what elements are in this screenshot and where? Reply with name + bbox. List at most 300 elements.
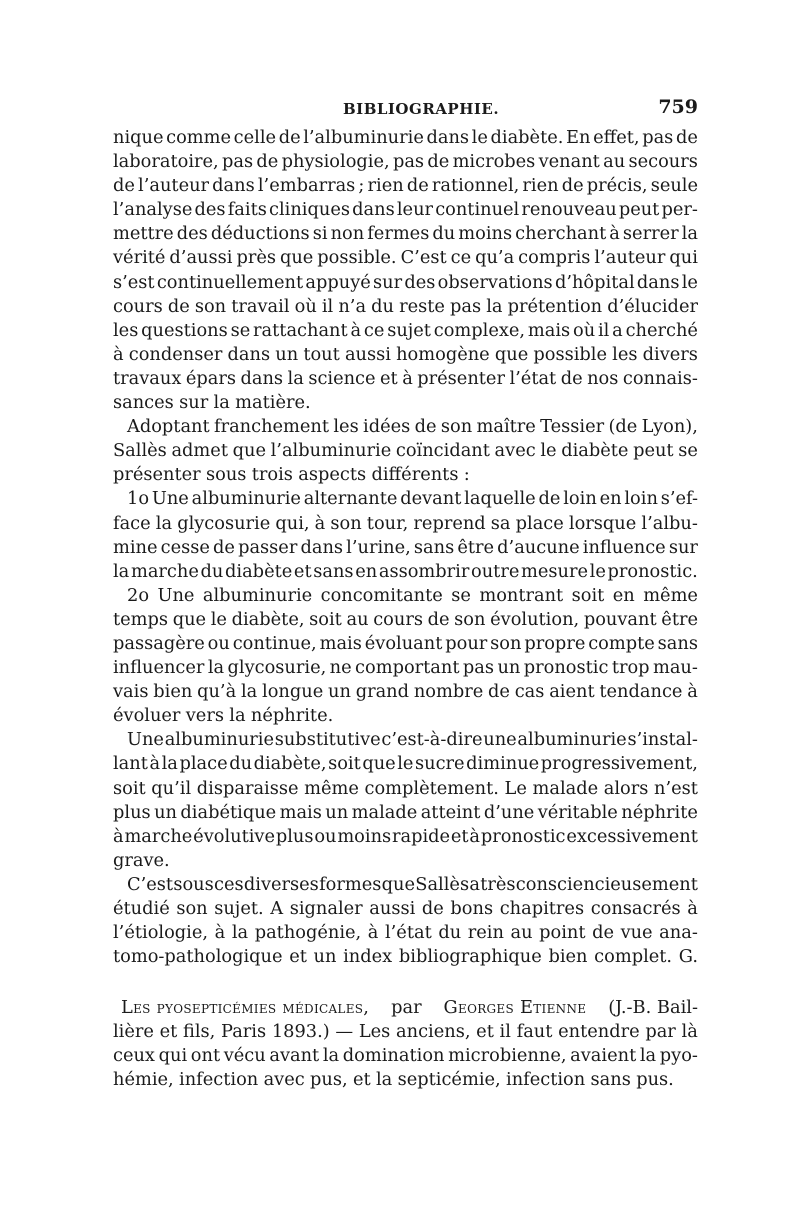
word: face xyxy=(113,512,151,534)
word: pas xyxy=(222,151,254,173)
word: sous xyxy=(173,873,214,895)
word: continuellement xyxy=(156,271,304,293)
word: de xyxy=(421,898,444,919)
word: et xyxy=(380,367,398,389)
word: moins xyxy=(337,825,392,847)
word: malade xyxy=(532,777,599,799)
word: d’élucider xyxy=(607,295,698,317)
word: ce xyxy=(363,319,385,341)
word: per- xyxy=(661,199,698,221)
word: pyo- xyxy=(659,1045,698,1067)
running-title: BIBLIOGRAPHIE. xyxy=(343,100,500,118)
word: En xyxy=(566,127,591,148)
word: fermes xyxy=(367,223,430,245)
text-line xyxy=(113,752,698,776)
word: nos xyxy=(587,367,619,389)
word: Sallès xyxy=(415,873,470,895)
word: Lyon), xyxy=(641,416,698,438)
text-line xyxy=(113,728,698,752)
word: d’hôpital xyxy=(554,271,635,293)
word: ce xyxy=(450,247,472,269)
word: pronostic. xyxy=(607,560,698,582)
word: et xyxy=(476,1021,494,1043)
word: dans xyxy=(426,127,470,148)
word: Tessier xyxy=(540,416,605,438)
word: marche xyxy=(130,560,199,582)
word: C’est xyxy=(400,247,447,269)
text-line xyxy=(113,801,698,825)
word: sur xyxy=(179,392,209,414)
word: mine xyxy=(113,536,158,558)
word: coïncidant xyxy=(395,440,490,462)
word: peut xyxy=(618,199,660,221)
word: rien xyxy=(522,175,559,197)
word: l’embarras xyxy=(257,175,356,197)
word: admet xyxy=(171,440,228,462)
text-line xyxy=(113,367,698,391)
word: sujet. xyxy=(214,898,264,919)
word: trois xyxy=(251,464,293,486)
word: soit xyxy=(571,584,605,606)
word: compris xyxy=(518,247,591,269)
word: renouveau xyxy=(521,199,617,221)
word: se xyxy=(230,319,251,341)
word: épars xyxy=(185,367,236,389)
word: si xyxy=(312,223,328,245)
word: et xyxy=(450,825,469,847)
word: place xyxy=(515,512,564,534)
text-line xyxy=(113,704,698,728)
word: même xyxy=(643,584,698,606)
word: l’albu- xyxy=(641,512,698,534)
word: du xyxy=(432,223,456,245)
word: excessivement xyxy=(566,825,698,847)
text-line xyxy=(113,439,698,463)
word: temps xyxy=(113,608,169,630)
body-text xyxy=(113,126,698,969)
word: dans xyxy=(212,175,255,197)
text-line xyxy=(113,391,698,415)
word: complètement. xyxy=(364,777,499,799)
word: l’analyse xyxy=(113,199,193,221)
review-line xyxy=(113,1068,698,1092)
text-line xyxy=(113,921,698,945)
word: 2o xyxy=(127,584,150,606)
word: ou xyxy=(314,825,337,847)
word: d’aucune xyxy=(497,536,580,558)
word: pathogénie, xyxy=(254,922,362,944)
word: s’ef- xyxy=(660,488,698,510)
word: néphrite. xyxy=(250,705,334,727)
word: possible xyxy=(533,343,607,365)
word: évolutive xyxy=(193,825,275,847)
word: vers xyxy=(185,705,224,727)
word: qu’il xyxy=(151,777,192,799)
word: le xyxy=(210,608,227,630)
word: vais xyxy=(113,681,149,703)
word: son xyxy=(176,898,208,919)
word: il xyxy=(597,319,610,341)
page-header xyxy=(108,96,698,126)
word: qu’à xyxy=(197,681,237,703)
word: la xyxy=(213,392,230,414)
word: la xyxy=(207,657,225,679)
review-line xyxy=(113,1020,698,1044)
review-by: par xyxy=(391,997,422,1018)
text-line xyxy=(113,680,698,704)
word: rapide xyxy=(391,825,451,847)
word: trop xyxy=(611,657,650,679)
word: de xyxy=(427,608,450,630)
word: ; xyxy=(358,175,365,197)
word: qui xyxy=(669,247,698,269)
word: a xyxy=(469,873,480,895)
word: avaient xyxy=(570,1045,637,1067)
word: dans xyxy=(300,536,344,558)
word: et xyxy=(352,1069,371,1091)
word: loin xyxy=(563,488,597,510)
word: à xyxy=(469,825,480,847)
word: 1893.) xyxy=(271,1021,330,1043)
word: évolution, xyxy=(490,608,580,630)
word: albuminurie xyxy=(191,488,301,510)
word: alors xyxy=(603,777,649,799)
word: la xyxy=(161,753,178,775)
word: avec xyxy=(263,1069,305,1091)
word: aspects xyxy=(298,464,367,486)
word: les xyxy=(113,319,139,341)
word: devant xyxy=(400,488,462,510)
text-line xyxy=(113,126,698,150)
word: comportant xyxy=(355,657,460,679)
word: se xyxy=(678,440,698,462)
word: : xyxy=(463,464,470,486)
word: Paris xyxy=(221,1021,267,1043)
word: son xyxy=(490,632,522,654)
word: lorsque xyxy=(568,512,637,534)
word: continuel xyxy=(435,199,520,221)
word: de xyxy=(675,127,698,148)
word: mais xyxy=(527,319,571,341)
word: un xyxy=(328,681,351,703)
word: celle xyxy=(233,127,277,148)
word: bibliographique xyxy=(398,946,542,968)
word: le xyxy=(540,440,557,462)
word: influencer xyxy=(113,657,205,679)
word: formes xyxy=(319,873,382,895)
word: place xyxy=(179,753,228,775)
word: faits xyxy=(227,199,267,221)
word: sans xyxy=(590,1069,631,1091)
word: véritable xyxy=(537,801,618,823)
review-line xyxy=(113,996,698,1020)
word: que xyxy=(279,247,314,269)
word: et xyxy=(289,946,307,968)
text-line xyxy=(113,825,698,849)
word: prétention xyxy=(507,295,603,317)
word: cherché xyxy=(625,319,698,341)
word: pas xyxy=(392,151,425,173)
word: travaux xyxy=(113,367,182,389)
word: son xyxy=(330,512,362,534)
word: physiologie, xyxy=(281,151,390,173)
word: à xyxy=(149,753,161,775)
word: aussi xyxy=(369,898,416,919)
word: l’étiologie, xyxy=(113,922,209,944)
word: marche xyxy=(124,825,193,847)
word: du xyxy=(438,922,462,944)
word: complexe, xyxy=(433,319,526,341)
word: diabète, xyxy=(253,753,327,775)
word: dans xyxy=(636,271,680,293)
word: malade xyxy=(351,801,418,823)
word: la xyxy=(375,1069,393,1091)
word: possible. xyxy=(317,247,397,269)
word: ne xyxy=(329,657,352,679)
word: concomitante xyxy=(320,584,443,606)
word: à xyxy=(367,922,379,944)
word: au xyxy=(346,608,369,630)
word: laboratoire, xyxy=(113,151,219,173)
word: à xyxy=(314,512,326,534)
word: qui, xyxy=(275,512,310,534)
word: de xyxy=(213,536,235,558)
word: de xyxy=(278,127,301,148)
text-line xyxy=(113,487,698,511)
word: sucre xyxy=(415,753,465,775)
word: progressivement, xyxy=(540,753,698,775)
word: tour, xyxy=(366,512,409,534)
word: Une xyxy=(127,729,164,751)
word: que xyxy=(362,753,396,775)
word: science xyxy=(308,367,376,389)
word: de xyxy=(427,151,450,173)
word: un xyxy=(325,801,349,823)
word: très xyxy=(480,873,516,895)
text-line xyxy=(113,222,698,246)
word: son xyxy=(454,608,486,630)
word: la xyxy=(639,1045,657,1067)
word: que xyxy=(494,343,529,365)
word: diabétique xyxy=(180,801,277,823)
word: sances xyxy=(113,392,174,414)
word: cherchant xyxy=(515,223,607,245)
word: atteint xyxy=(420,801,481,823)
text-line xyxy=(113,512,698,536)
word: travail xyxy=(231,295,290,317)
word: un xyxy=(313,946,337,968)
word: serrer xyxy=(622,223,679,245)
text-line xyxy=(113,608,698,632)
word: pouvant xyxy=(583,608,657,630)
word: qui xyxy=(158,1045,188,1067)
word: lant xyxy=(113,753,148,775)
text-line xyxy=(113,656,698,680)
word: aient xyxy=(549,681,595,703)
word: passagère xyxy=(113,632,205,654)
review-publisher: (J.-B. Bail- xyxy=(608,997,698,1018)
text-line xyxy=(113,945,698,969)
word: dans xyxy=(240,367,284,389)
word: (de xyxy=(608,416,638,438)
word: soit xyxy=(113,777,146,799)
word: néphrite xyxy=(621,801,698,823)
word: au xyxy=(510,922,533,944)
word: sa xyxy=(490,512,511,534)
word: peut xyxy=(633,440,674,462)
text-line xyxy=(113,150,698,174)
text-line xyxy=(113,897,698,921)
word: longue xyxy=(262,681,324,703)
word: lière xyxy=(113,1021,154,1043)
word: septicémie, xyxy=(397,1069,501,1091)
word: connais- xyxy=(622,367,698,389)
word: loin xyxy=(624,488,658,510)
word: plus xyxy=(113,801,151,823)
word: du xyxy=(229,753,253,775)
word: consciencieusement xyxy=(515,873,698,895)
word: Le xyxy=(504,777,527,799)
word: domination xyxy=(342,1045,445,1067)
word: l’auteur xyxy=(594,247,666,269)
word: la xyxy=(486,295,503,317)
word: le xyxy=(471,127,488,148)
word: glycosurie, xyxy=(227,657,327,679)
word: grand xyxy=(355,681,410,703)
word: de xyxy=(488,681,510,703)
word: la xyxy=(231,922,249,944)
word: un xyxy=(275,343,299,365)
word: condenser xyxy=(128,343,223,365)
text-line xyxy=(113,246,698,270)
word: un xyxy=(154,801,177,823)
word: cliniques xyxy=(269,199,350,221)
word: avant xyxy=(269,1045,320,1067)
word: cesse xyxy=(160,536,210,558)
text-line xyxy=(113,536,698,560)
word: l’état xyxy=(384,922,432,944)
word: Adoptant xyxy=(127,416,210,438)
word: C’est xyxy=(127,873,174,895)
text-line xyxy=(113,174,698,198)
text-line xyxy=(113,198,698,222)
word: laquelle xyxy=(464,488,536,510)
word: alternante xyxy=(303,488,398,510)
review-book-title: Les pyosepticémies médicales, xyxy=(121,997,370,1018)
word: index xyxy=(343,946,393,968)
word: rattachant xyxy=(253,319,348,341)
word: ceux xyxy=(113,1045,155,1067)
word: que xyxy=(232,440,266,462)
word: du xyxy=(371,295,394,317)
word: déductions xyxy=(210,223,310,245)
word: rien xyxy=(367,175,404,197)
word: bons xyxy=(450,898,494,919)
word: dans xyxy=(227,343,271,365)
word: la xyxy=(113,560,130,582)
word: reprend xyxy=(413,512,486,534)
word: s’instal- xyxy=(627,729,698,751)
word: de xyxy=(592,922,614,944)
word: l’auteur xyxy=(138,175,210,197)
word: A xyxy=(270,898,284,919)
word: l’état xyxy=(509,367,557,389)
word: secours xyxy=(628,151,698,173)
text-line xyxy=(113,632,698,656)
word: moins xyxy=(458,223,513,245)
word: Sallès xyxy=(113,440,167,462)
text-line xyxy=(113,319,698,343)
text-line xyxy=(113,463,698,487)
word: de xyxy=(406,175,429,197)
word: pour xyxy=(445,632,488,654)
word: au xyxy=(603,151,626,173)
word: maître xyxy=(476,416,536,438)
word: l’albuminurie xyxy=(303,127,424,148)
word: divers xyxy=(642,343,698,365)
word: — xyxy=(335,1021,354,1043)
word: par xyxy=(645,1021,676,1043)
word: leur xyxy=(396,199,434,221)
word: diverses xyxy=(243,873,319,895)
word: l’albuminurie xyxy=(270,440,392,462)
word: faut xyxy=(516,1021,553,1043)
word: à xyxy=(687,898,698,919)
word: la xyxy=(322,1045,340,1067)
word: nique xyxy=(113,127,164,148)
word: ou xyxy=(207,632,230,654)
text-line xyxy=(113,415,698,439)
word: où xyxy=(294,295,317,317)
page-number: 759 xyxy=(658,96,698,118)
word: présenter xyxy=(113,464,201,486)
word: disparaisse xyxy=(196,777,299,799)
text-line xyxy=(113,343,698,367)
word: sous xyxy=(206,464,247,486)
word: sans xyxy=(657,632,698,654)
word: vue xyxy=(620,922,653,944)
word: pas xyxy=(462,657,495,679)
text-line xyxy=(113,777,698,801)
word: et xyxy=(159,1021,178,1043)
word: tomo-pathologique xyxy=(113,946,283,968)
word: son xyxy=(440,416,473,438)
word: signaler xyxy=(289,898,363,919)
word: consacrés xyxy=(590,898,681,919)
word: chapitres xyxy=(499,898,585,919)
word: sans xyxy=(413,536,455,558)
word: diabète xyxy=(225,560,293,582)
word: en xyxy=(599,488,622,510)
word: matière. xyxy=(235,392,311,414)
word: de xyxy=(414,416,437,438)
word: soit xyxy=(309,608,342,630)
word: du xyxy=(200,560,224,582)
word: de xyxy=(561,175,584,197)
word: microbienne, xyxy=(448,1045,567,1067)
word: mais xyxy=(319,632,362,654)
review-entry xyxy=(113,996,698,1092)
word: diabète xyxy=(561,440,629,462)
word: étudié xyxy=(113,898,170,919)
word: venant xyxy=(538,151,600,173)
word: cas xyxy=(514,681,545,703)
word: albuminurie xyxy=(517,729,627,751)
word: de xyxy=(113,175,135,197)
word: outre xyxy=(471,560,520,582)
review-author: Georges Etienne xyxy=(443,997,587,1018)
word: de xyxy=(256,151,279,173)
